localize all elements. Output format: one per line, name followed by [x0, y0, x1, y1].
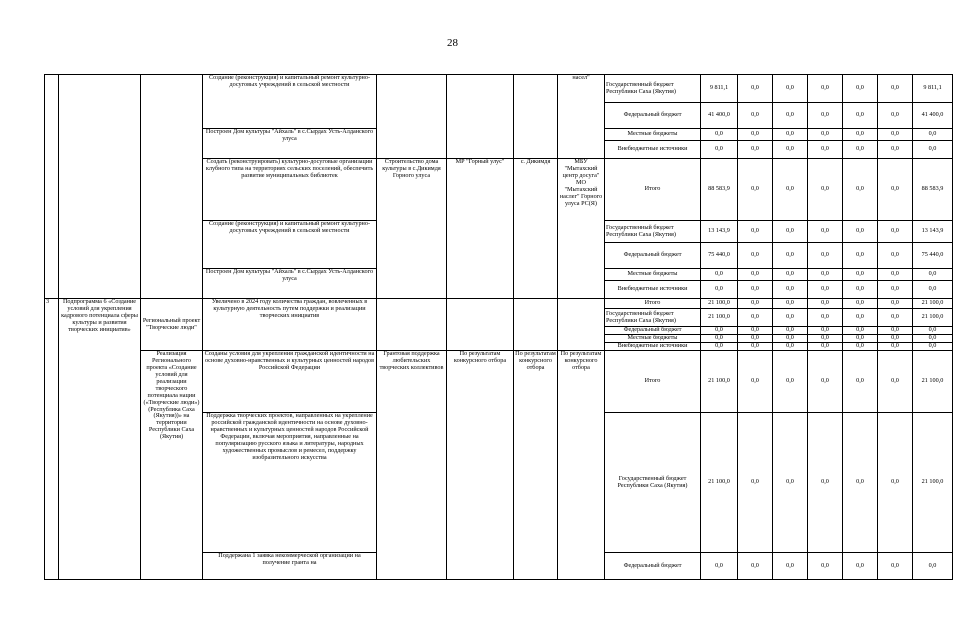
value-cell: 0,0 — [843, 413, 878, 553]
num-cell: 3 — [45, 299, 59, 580]
action-cell: Грантовая поддержка любительских творческих коллективов — [377, 351, 447, 580]
value-cell: 0,0 — [878, 159, 913, 221]
description-cell: Создать (реконструировать) культурно-досуговые организации клубного типа на территориях сельских поселений, обеспечить развитие муниципальных библиотек — [203, 159, 377, 221]
value-cell: 0,0 — [913, 269, 953, 281]
description-cell: Создание (реконструкция) и капитальный ремонт культурно-досуговых учреждений в сельской местности — [203, 221, 377, 269]
value-cell: 0,0 — [843, 221, 878, 243]
source-cell: Федеральный бюджет — [605, 103, 701, 129]
subprogram-cell — [59, 75, 141, 299]
place-cell — [514, 299, 558, 351]
source-cell: Государственный бюджет Республики Саха (Якутия) — [605, 413, 701, 553]
value-cell: 0,0 — [913, 343, 953, 351]
value-cell: 0,0 — [843, 327, 878, 335]
source-cell: Местные бюджеты — [605, 335, 701, 343]
value-cell: 9 811,1 — [701, 75, 738, 103]
value-cell: 0,0 — [773, 327, 808, 335]
value-cell: 0,0 — [773, 243, 808, 269]
value-cell: 0,0 — [878, 221, 913, 243]
value-cell: 0,0 — [808, 141, 843, 159]
value-cell: 21 100,0 — [701, 299, 738, 309]
value-cell: 0,0 — [843, 129, 878, 141]
value-cell: 0,0 — [808, 553, 843, 580]
value-cell: 0,0 — [843, 281, 878, 299]
source-cell: Федеральный бюджет — [605, 553, 701, 580]
place-cell: По результатам конкурсного отбора — [514, 351, 558, 580]
source-cell: Государственный бюджет Республики Саха (Якутия) — [605, 309, 701, 327]
value-cell: 0,0 — [878, 281, 913, 299]
value-cell: 0,0 — [878, 299, 913, 309]
value-cell: 0,0 — [773, 351, 808, 413]
value-cell: 0,0 — [773, 75, 808, 103]
value-cell: 0,0 — [701, 269, 738, 281]
value-cell: 0,0 — [878, 129, 913, 141]
value-cell: 0,0 — [913, 553, 953, 580]
action-cell — [377, 75, 447, 159]
value-cell: 0,0 — [738, 75, 773, 103]
value-cell: 0,0 — [913, 281, 953, 299]
value-cell: 0,0 — [738, 351, 773, 413]
value-cell: 0,0 — [738, 343, 773, 351]
value-cell: 0,0 — [843, 309, 878, 327]
value-cell: 0,0 — [808, 243, 843, 269]
value-cell: 21 100,0 — [913, 299, 953, 309]
value-cell: 0,0 — [738, 103, 773, 129]
value-cell: 0,0 — [878, 413, 913, 553]
value-cell: 0,0 — [773, 269, 808, 281]
value-cell: 0,0 — [773, 103, 808, 129]
value-cell: 0,0 — [738, 327, 773, 335]
value-cell: 0,0 — [808, 103, 843, 129]
value-cell: 88 583,9 — [913, 159, 953, 221]
value-cell: 0,0 — [843, 299, 878, 309]
value-cell: 0,0 — [701, 141, 738, 159]
subprogram-cell: Подпрограмма 6 «Создание условий для укрепления кадрового потенциала сферы культуры и развития творческих инициатив» — [59, 299, 141, 580]
value-cell: 0,0 — [701, 343, 738, 351]
value-cell: 0,0 — [843, 553, 878, 580]
value-cell: 0,0 — [878, 553, 913, 580]
source-cell: Внебюджетные источники — [605, 343, 701, 351]
value-cell: 0,0 — [773, 343, 808, 351]
executor-cell: По результатам конкурсного отбора — [558, 351, 605, 580]
value-cell: 0,0 — [738, 309, 773, 327]
project-cell — [141, 75, 203, 299]
source-cell: Государственный бюджет Республики Саха (Якутия) — [605, 75, 701, 103]
value-cell: 0,0 — [878, 343, 913, 351]
value-cell: 13 143,9 — [701, 221, 738, 243]
value-cell: 0,0 — [738, 553, 773, 580]
value-cell: 0,0 — [843, 141, 878, 159]
value-cell: 0,0 — [738, 243, 773, 269]
value-cell: 21 100,0 — [913, 413, 953, 553]
table-row — [45, 299, 953, 309]
project-cell: Региональный проект "Творческие люди" — [141, 299, 203, 351]
num-cell — [45, 75, 59, 299]
value-cell: 0,0 — [843, 343, 878, 351]
value-cell: 0,0 — [773, 141, 808, 159]
value-cell: 0,0 — [738, 299, 773, 309]
value-cell: 13 143,9 — [913, 221, 953, 243]
value-cell: 21 100,0 — [913, 351, 953, 413]
value-cell: 0,0 — [738, 159, 773, 221]
value-cell: 0,0 — [843, 243, 878, 269]
value-cell: 0,0 — [913, 129, 953, 141]
value-cell: 0,0 — [701, 327, 738, 335]
source-cell: Внебюджетные источники — [605, 141, 701, 159]
value-cell: 0,0 — [738, 141, 773, 159]
source-cell: Итого — [605, 159, 701, 221]
table-row — [45, 75, 953, 103]
table-row — [45, 351, 953, 413]
value-cell: 0,0 — [878, 243, 913, 269]
organization-cell: МР "Горный улус" — [447, 159, 514, 299]
value-cell: 0,0 — [738, 335, 773, 343]
value-cell: 0,0 — [773, 129, 808, 141]
source-cell: Федеральный бюджет — [605, 243, 701, 269]
program-table — [44, 74, 953, 580]
value-cell: 0,0 — [878, 75, 913, 103]
value-cell: 0,0 — [808, 75, 843, 103]
value-cell: 88 583,9 — [701, 159, 738, 221]
value-cell: 21 100,0 — [913, 309, 953, 327]
description-cell: Созданы условия для укрепления гражданской идентичности на основе духовно-нравственных и культурных ценностей народов Российской Федерации — [203, 351, 377, 413]
value-cell: 0,0 — [701, 335, 738, 343]
executor-cell: насел" — [558, 75, 605, 159]
value-cell: 0,0 — [878, 103, 913, 129]
value-cell: 0,0 — [773, 553, 808, 580]
value-cell: 9 811,1 — [913, 75, 953, 103]
action-cell — [377, 299, 447, 351]
value-cell: 0,0 — [701, 553, 738, 580]
place-cell — [514, 75, 558, 159]
place-cell: с. Дикимдя — [514, 159, 558, 299]
value-cell: 0,0 — [913, 141, 953, 159]
value-cell: 0,0 — [738, 269, 773, 281]
value-cell: 0,0 — [878, 327, 913, 335]
value-cell: 0,0 — [808, 269, 843, 281]
value-cell: 21 100,0 — [701, 309, 738, 327]
value-cell: 0,0 — [878, 351, 913, 413]
value-cell: 0,0 — [843, 75, 878, 103]
value-cell: 0,0 — [701, 129, 738, 141]
value-cell: 0,0 — [808, 309, 843, 327]
action-cell: Строительство дома культуры в с.Дикимдя Горного улуса — [377, 159, 447, 299]
organization-cell — [447, 299, 514, 351]
source-cell: Итого — [605, 299, 701, 309]
value-cell: 0,0 — [808, 221, 843, 243]
value-cell: 0,0 — [773, 281, 808, 299]
value-cell: 75 440,0 — [913, 243, 953, 269]
description-cell: Поддержана 1 заявка некоммерческой организации на получение гранта на — [203, 553, 377, 580]
value-cell: 0,0 — [843, 103, 878, 129]
value-cell: 0,0 — [808, 299, 843, 309]
value-cell: 0,0 — [843, 335, 878, 343]
value-cell: 0,0 — [808, 335, 843, 343]
page-number: 28 — [447, 37, 458, 49]
source-cell: Местные бюджеты — [605, 129, 701, 141]
organization-cell — [447, 75, 514, 159]
value-cell: 0,0 — [773, 413, 808, 553]
description-cell: Построен Дом культуры "Айхаль" в с.Сырдах Усть-Алданского улуса — [203, 269, 377, 299]
description-cell: Создание (реконструкция) и капитальный ремонт культурно-досуговых учреждений в сельской местности — [203, 75, 377, 129]
value-cell: 41 400,0 — [701, 103, 738, 129]
organization-cell: По результатам конкурсного отбора — [447, 351, 514, 580]
value-cell: 0,0 — [738, 281, 773, 299]
value-cell: 0,0 — [808, 281, 843, 299]
executor-cell — [558, 299, 605, 351]
value-cell: 0,0 — [878, 141, 913, 159]
value-cell: 0,0 — [773, 335, 808, 343]
value-cell: 41 400,0 — [913, 103, 953, 129]
value-cell: 0,0 — [808, 343, 843, 351]
value-cell: 75 440,0 — [701, 243, 738, 269]
value-cell: 0,0 — [773, 299, 808, 309]
description-cell: Поддержка творческих проектов, направленных на укрепление российской гражданской идентичности на основе духовно-нравственных и культурных ценностей народов Российской Федерации, включая мероприятия, направленные на популяризацию русского языка и литературы, народных художественных промыслов и ремесел, поддержку изобразительного искусства — [203, 413, 377, 553]
description-cell: Построен Дом культуры "Айхаль" в с.Сырдах Усть-Алданского улуса — [203, 129, 377, 159]
value-cell: 0,0 — [878, 335, 913, 343]
value-cell: 0,0 — [808, 351, 843, 413]
value-cell: 0,0 — [808, 159, 843, 221]
value-cell: 0,0 — [843, 159, 878, 221]
value-cell: 0,0 — [738, 221, 773, 243]
source-cell: Итого — [605, 351, 701, 413]
value-cell: 21 100,0 — [701, 351, 738, 413]
value-cell: 0,0 — [808, 129, 843, 141]
description-cell: Увеличено в 2024 году количества граждан, вовлеченных в культурную деятельность путем поддержки и реализации творческих инициатив — [203, 299, 377, 351]
value-cell: 21 100,0 — [701, 413, 738, 553]
value-cell: 0,0 — [808, 327, 843, 335]
value-cell: 0,0 — [913, 327, 953, 335]
value-cell: 0,0 — [738, 129, 773, 141]
value-cell: 0,0 — [773, 309, 808, 327]
value-cell: 0,0 — [913, 335, 953, 343]
value-cell: 0,0 — [843, 351, 878, 413]
source-cell: Федеральный бюджет — [605, 327, 701, 335]
source-cell: Государственный бюджет Республики Саха (Якутия) — [605, 221, 701, 243]
value-cell: 0,0 — [878, 269, 913, 281]
value-cell: 0,0 — [738, 413, 773, 553]
value-cell: 0,0 — [701, 281, 738, 299]
value-cell: 0,0 — [843, 269, 878, 281]
value-cell: 0,0 — [773, 221, 808, 243]
value-cell: 0,0 — [808, 413, 843, 553]
value-cell: 0,0 — [773, 159, 808, 221]
project-cell: Реализация Регионального проекта «Создание условий для реализации творческого потенциала нации («Творческие люди»)(Республика Саха (Якутия))» на территории Республики Саха (Якутия) — [141, 351, 203, 580]
executor-cell: МБУ "Мытахский центр досуга" МО "Мытахский наслег" Горного улуса РС(Я) — [558, 159, 605, 299]
source-cell: Внебюджетные источники — [605, 281, 701, 299]
value-cell: 0,0 — [878, 309, 913, 327]
source-cell: Местные бюджеты — [605, 269, 701, 281]
